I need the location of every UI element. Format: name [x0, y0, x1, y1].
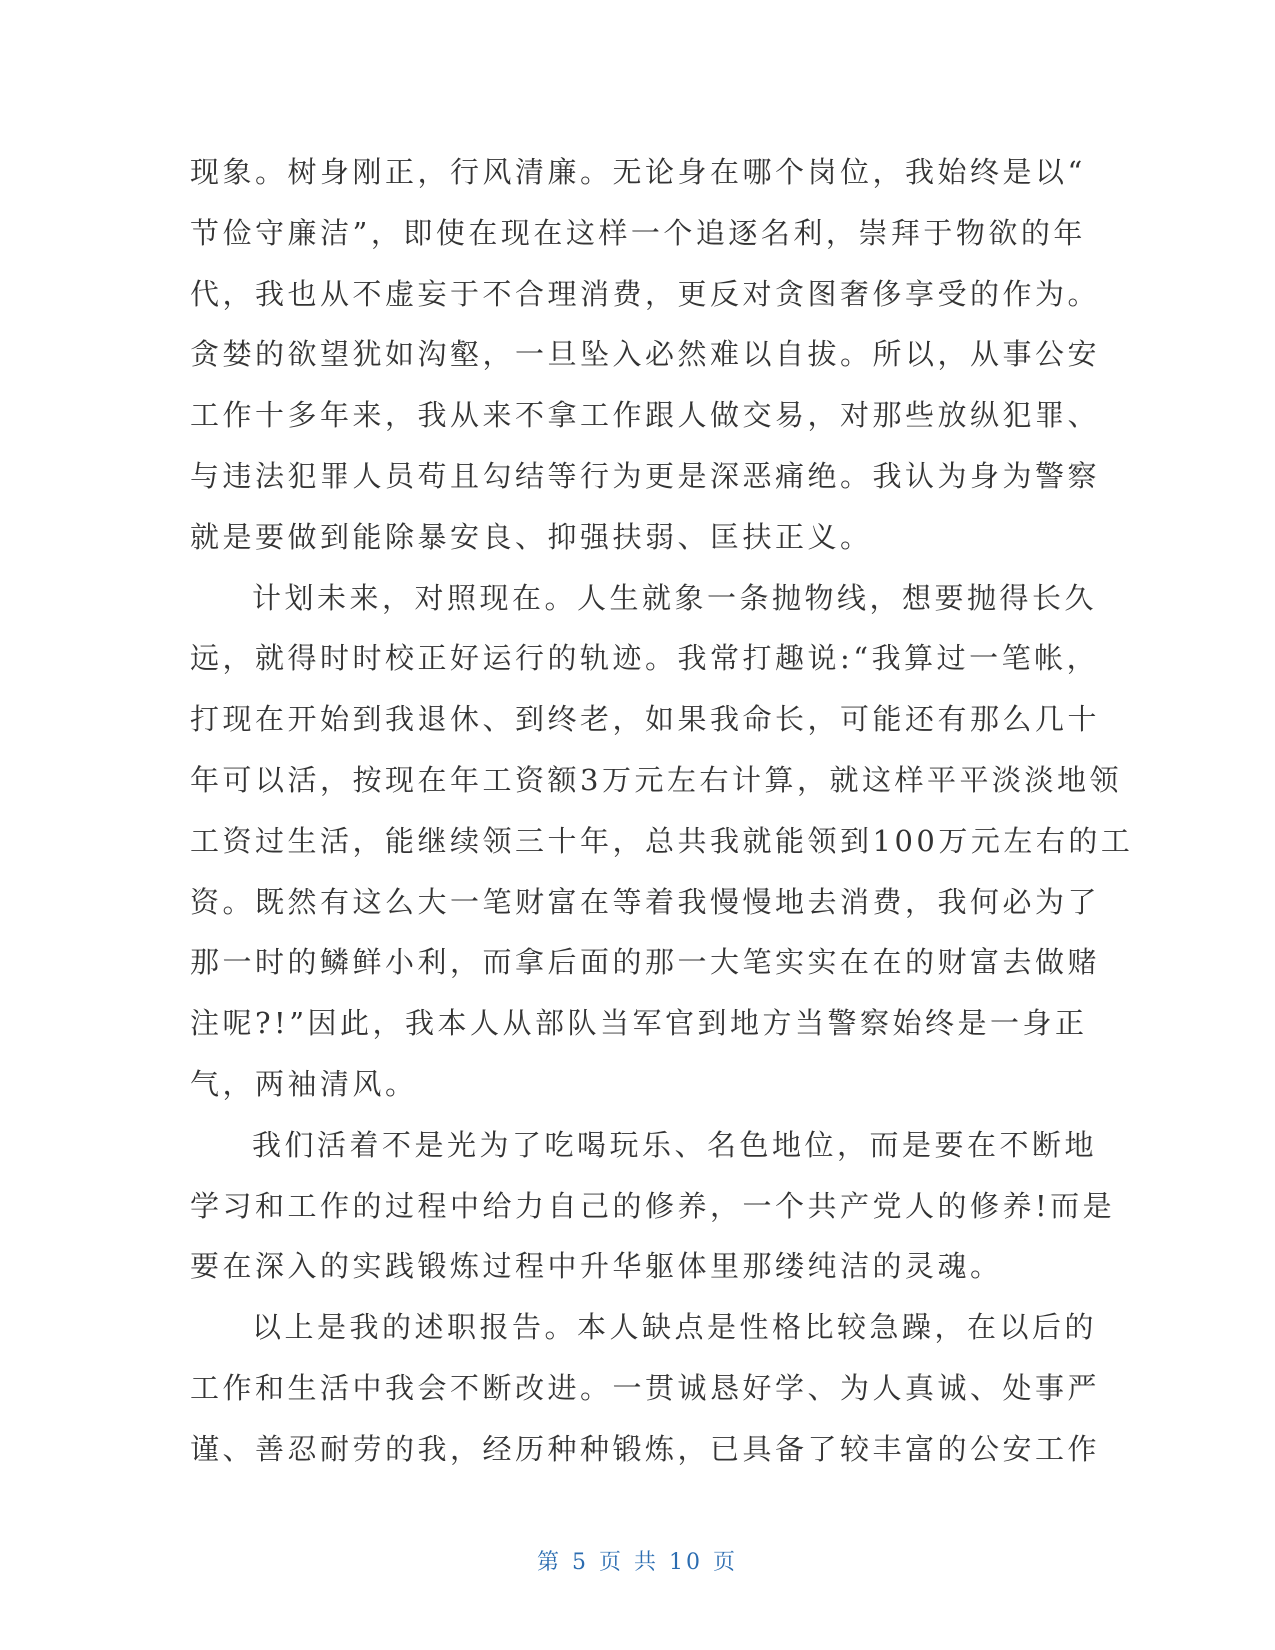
text-line: 学习和工作的过程中给力自己的修养，一个共产党人的修养!而是 [190, 1188, 1116, 1223]
paragraph-start-line: 我们活着不是光为了吃喝玩乐、名色地位，而是要在不断地 [252, 1127, 1098, 1162]
text-line: 现象。树身刚正，行风清廉。无论身在哪个岗位，我始终是以“ [190, 155, 1086, 189]
text-line: 工作十多年来，我从来不拿工作跟人做交易，对那些放纵犯罪、 [190, 398, 1101, 433]
text-line: 代，我也从不虚妄于不合理消费，更反对贪图奢侈享受的作为。 [190, 276, 1101, 311]
paragraph-start-line: 计划未来，对照现在。人生就象一条抛物线，想要抛得长久 [252, 580, 1098, 615]
text-line: 资。既然有这么大一笔财富在等着我慢慢地去消费，我何必为了 [190, 884, 1101, 919]
text-line: 与违法犯罪人员苟且勾结等行为更是深恶痛绝。我认为身为警察 [190, 458, 1101, 493]
text-line: 年可以活，按现在年工资额3万元左右计算，就这样平平淡淡地领 [190, 762, 1122, 797]
paragraph-start-line: 以上是我的述职报告。本人缺点是性格比较急躁，在以后的 [252, 1310, 1098, 1345]
text-line: 气，两袖清风。 [190, 1066, 418, 1101]
text-line: 工作和生活中我会不断改进。一贯诚恳好学、为人真诚、处事严 [190, 1370, 1101, 1405]
text-line: 要在深入的实践锻炼过程中升华躯体里那缕纯洁的灵魂。 [190, 1249, 1003, 1284]
text-line: 打现在开始到我退休、到终老，如果我命长，可能还有那么几十 [190, 702, 1101, 737]
text-line: 那一时的鳞鲜小利，而拿后面的那一大笔实实在在的财富去做赌 [190, 945, 1101, 980]
text-line: 谨、善忍耐劳的我，经历种种锻炼，已具备了较丰富的公安工作 [190, 1431, 1101, 1466]
text-line: 就是要做到能除暴安良、抑强扶弱、匡扶正义。 [190, 519, 873, 554]
page-number-footer: 第 5 页 共 10 页 [537, 1550, 738, 1575]
text-line: 远，就得时时校正好运行的轨迹。我常打趣说:“我算过一笔帐， [190, 641, 1100, 676]
document-body [190, 142, 1134, 1480]
text-line: 注呢?!”因此，我本人从部队当军官到地方当警察始终是一身正 [190, 1006, 1088, 1041]
text-line: 节俭守廉洁”，即使在现在这样一个追逐名利，崇拜于物欲的年 [190, 215, 1086, 250]
text-line: 贪婪的欲望犹如沟壑，一旦坠入必然难以自拔。所以，从事公安 [190, 337, 1101, 372]
text-line: 工资过生活，能继续领三十年，总共我就能领到100万元左右的工 [190, 823, 1134, 858]
